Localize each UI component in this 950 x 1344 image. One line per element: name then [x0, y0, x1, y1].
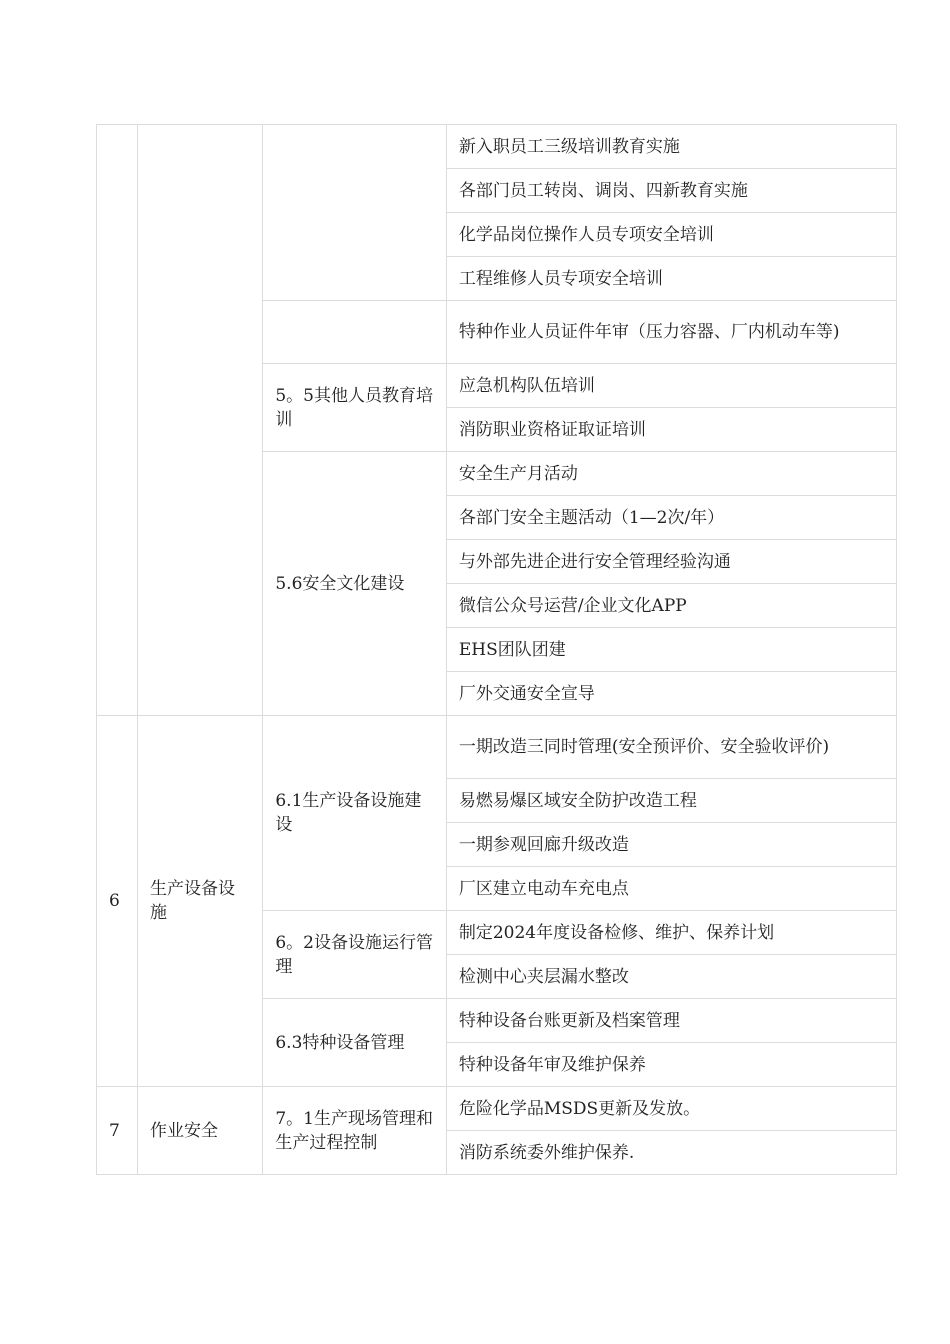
section-name-cell: 生产设备设施 — [138, 716, 263, 1087]
section-number-cell: 7 — [97, 1087, 138, 1175]
task-cell: 特种设备年审及维护保养 — [446, 1043, 896, 1087]
subsection-cell: 6。2设备设施运行管理 — [263, 911, 446, 999]
task-cell: 一期参观回廊升级改造 — [446, 823, 896, 867]
task-cell: 与外部先进企进行安全管理经验沟通 — [446, 540, 896, 584]
task-cell: 微信公众号运营/企业文化APP — [446, 584, 896, 628]
table-row — [97, 125, 897, 169]
subsection-cell: 5。5其他人员教育培训 — [263, 364, 446, 452]
task-cell: 厂区建立电动车充电点 — [446, 867, 896, 911]
task-cell: 危险化学品MSDS更新及发放。 — [446, 1087, 896, 1131]
task-cell: 检测中心夹层漏水整改 — [446, 955, 896, 999]
subsection-cell — [263, 125, 446, 301]
task-cell: 制定2024年度设备检修、维护、保养计划 — [446, 911, 896, 955]
task-cell: 应急机构队伍培训 — [446, 364, 896, 408]
task-cell: 消防职业资格证取证培训 — [446, 408, 896, 452]
subsection-cell: 5.6安全文化建设 — [263, 452, 446, 716]
safety-plan-table — [96, 124, 897, 1175]
task-cell: 安全生产月活动 — [446, 452, 896, 496]
task-cell: 工程维修人员专项安全培训 — [446, 257, 896, 301]
task-cell: 特种设备台账更新及档案管理 — [446, 999, 896, 1043]
section-number-cell — [97, 125, 138, 716]
task-cell: 一期改造三同时管理(安全预评价、安全验收评价) — [446, 716, 896, 779]
task-cell: 特种作业人员证件年审（压力容器、厂内机动车等) — [446, 301, 896, 364]
subsection-cell: 6.3特种设备管理 — [263, 999, 446, 1087]
task-cell: EHS团队团建 — [446, 628, 896, 672]
subsection-cell — [263, 301, 446, 364]
task-cell: 厂外交通安全宣导 — [446, 672, 896, 716]
task-cell: 各部门员工转岗、调岗、四新教育实施 — [446, 169, 896, 213]
task-cell: 消防系统委外维护保养. — [446, 1131, 896, 1175]
subsection-cell: 7。1生产现场管理和生产过程控制 — [263, 1087, 446, 1175]
subsection-cell: 6.1生产设备设施建设 — [263, 716, 446, 911]
section-name-cell — [138, 125, 263, 716]
table-row — [97, 1087, 897, 1131]
task-cell: 新入职员工三级培训教育实施 — [446, 125, 896, 169]
section-number-cell: 6 — [97, 716, 138, 1087]
table-row — [97, 716, 897, 779]
task-cell: 化学品岗位操作人员专项安全培训 — [446, 213, 896, 257]
task-cell: 各部门安全主题活动（1—2次/年） — [446, 496, 896, 540]
task-cell: 易燃易爆区域安全防护改造工程 — [446, 779, 896, 823]
section-name-cell: 作业安全 — [138, 1087, 263, 1175]
